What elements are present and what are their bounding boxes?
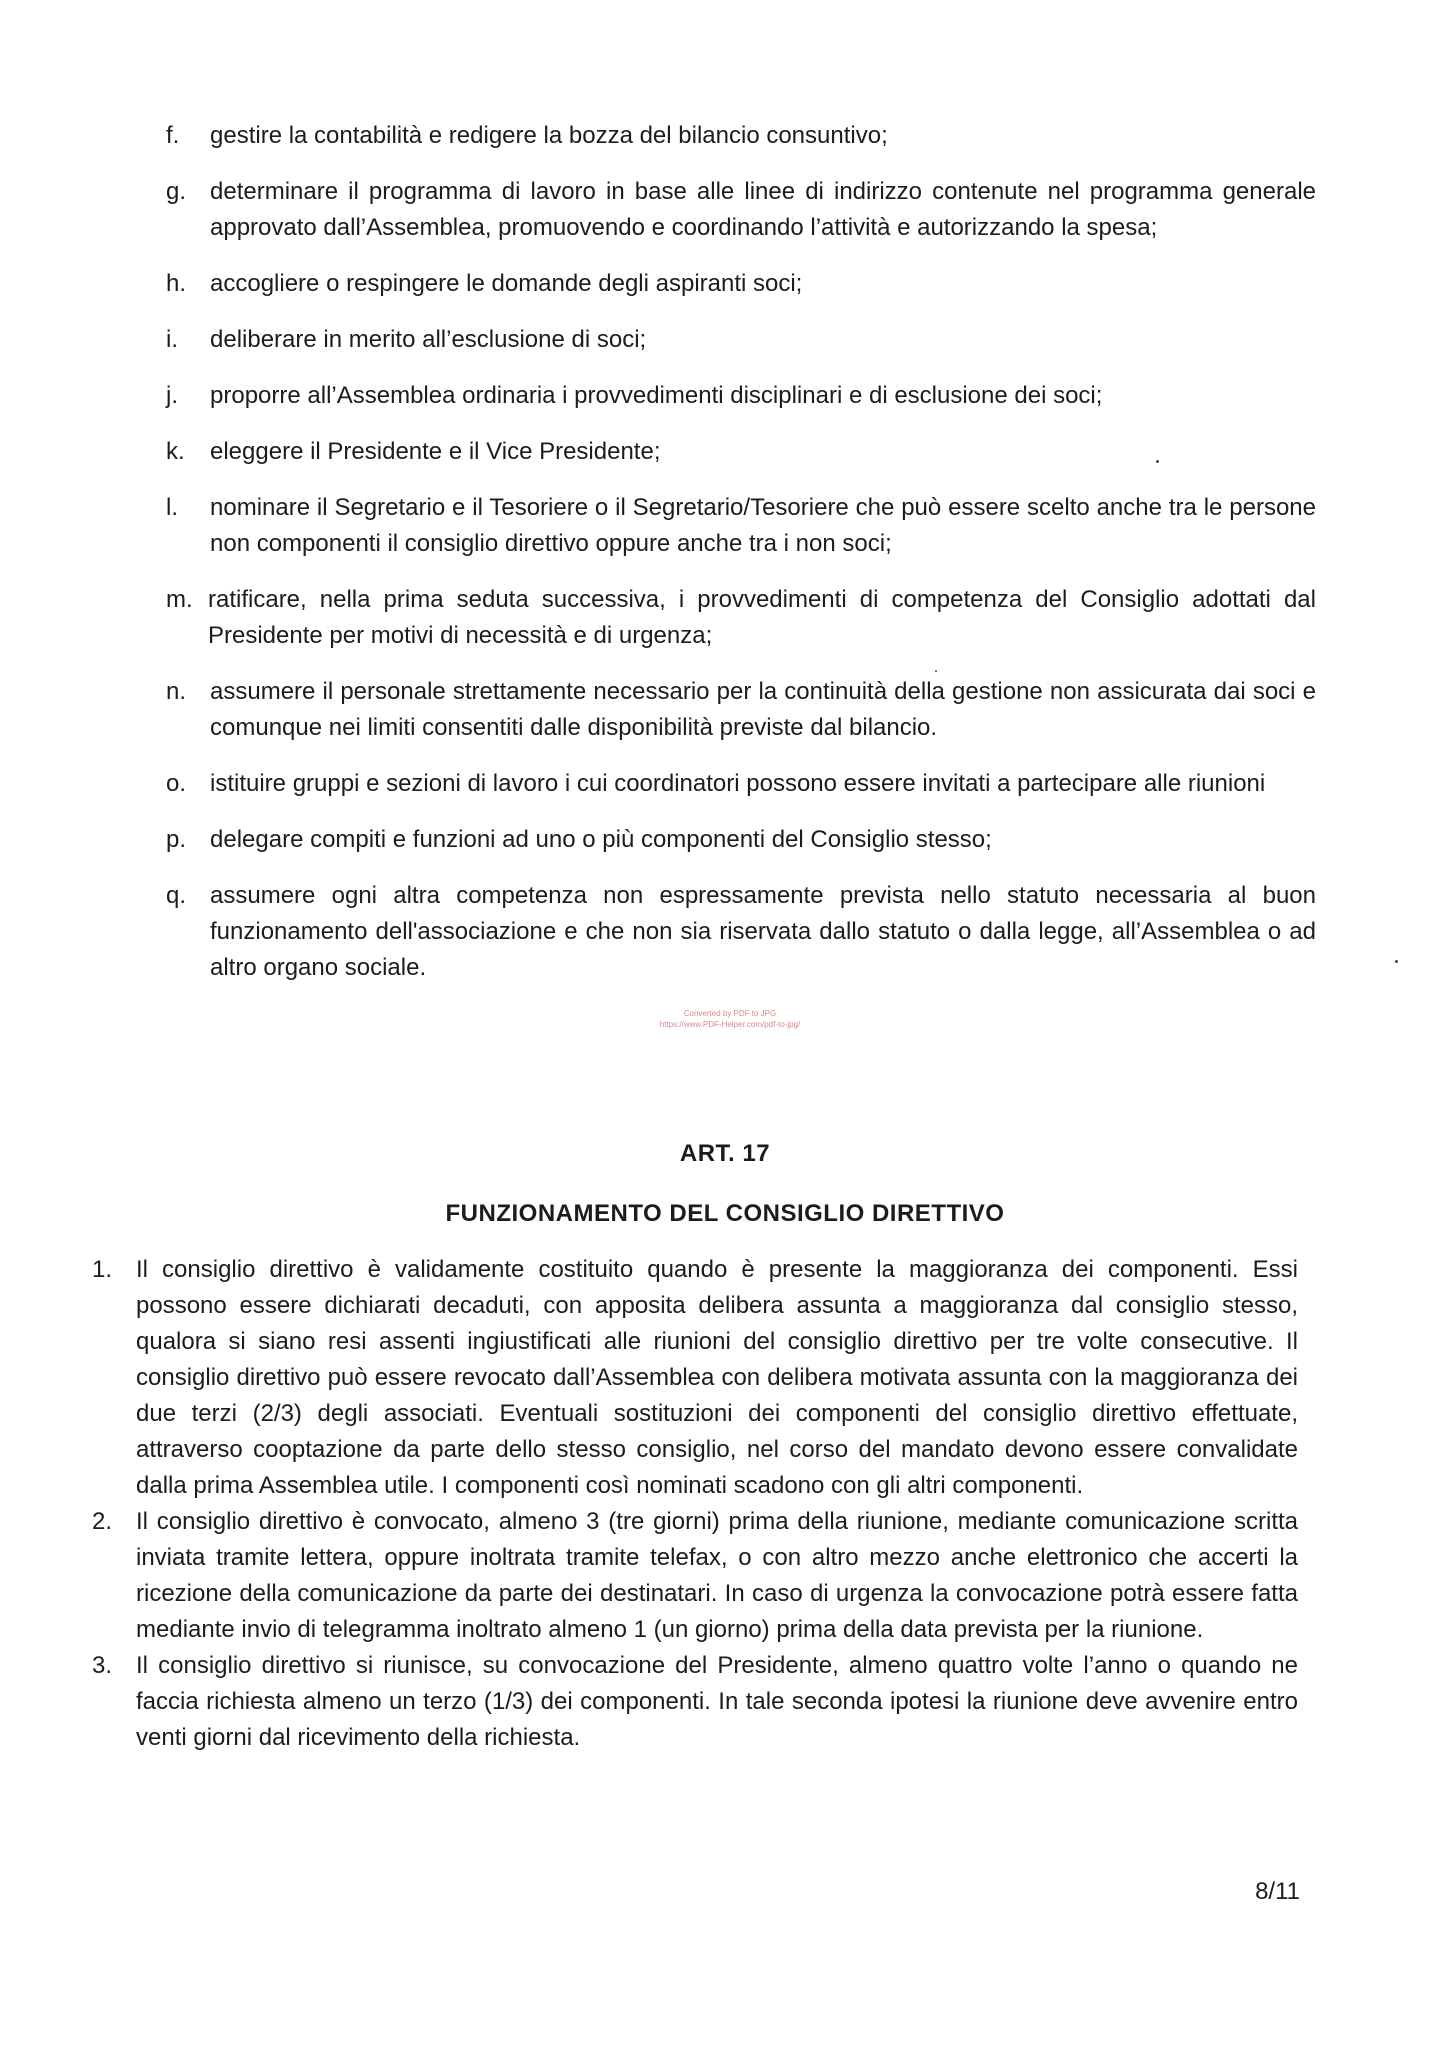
list-item [166, 378, 1316, 414]
list-item-text: assumere ogni altra competenza non espressamente prevista nello statuto necessaria al buon funzionamento dell'associazione e che non sia riservata dallo statuto o dalla legge, all’Assemblea o ad altro organo sociale. [210, 882, 1316, 981]
list-item-text: ratificare, nella prima seduta successiva, i provvedimenti di competenza del Consiglio adottati dal Presidente per motivi di necessità e di urgenza; [208, 586, 1316, 649]
list-item [166, 766, 1316, 802]
list-item-label: o. [166, 770, 187, 797]
list-item-text: nominare il Segretario e il Tesoriere o il Segretario/Tesoriere che può essere scelto anche tra le persone non componenti il consiglio direttivo oppure anche tra i non soci; [210, 494, 1316, 557]
list-item-number: 2. [92, 1508, 113, 1535]
list-item-text: istituire gruppi e sezioni di lavoro i cui coordinatori possono essere invitati a partecipare alle riunioni [210, 770, 1266, 797]
list-item-text: Il consiglio direttivo si riunisce, su convocazione del Presidente, almeno quattro volte l’anno o quando ne faccia richiesta almeno un terzo (1/3) dei componenti. In tale seconda ipotesi la riunione deve avvenire entro venti giorni dal ricevimento della richiesta. [136, 1652, 1298, 1751]
list-item [166, 266, 1316, 302]
list-item [166, 322, 1316, 358]
list-item [166, 822, 1316, 858]
article-number: ART. 17 [679, 1140, 771, 1167]
list-item-text: Il consiglio direttivo è validamente costituito quando è presente la maggioranza dei componenti. Essi possono essere dichiarati decaduti, con apposita delibera assunta a maggioranza dal consiglio stesso, qualora si siano resi assenti ingiustificati alle riunioni del consiglio direttivo per tre volte consecutive. Il consiglio direttivo può essere revocato dall’Assemblea con delibera motivata assunta con la maggioranza dei due terzi (2/3) degli associati. Eventuali sostituzioni dei componenti del consiglio direttivo effettuate, attraverso cooptazione da parte dello stesso consiglio, nel corso del mandato devono essere convalidate dalla prima Assemblea utile. I componenti così nominati scadono con gli altri componenti. [136, 1256, 1298, 1499]
list-item-label: g. [166, 178, 187, 205]
list-item-number: 3. [92, 1652, 113, 1679]
list-item [166, 174, 1316, 246]
list-item-text: eleggere il Presidente e il Vice Presidente; [210, 438, 661, 465]
list-item [166, 674, 1316, 746]
list-item [166, 118, 1316, 154]
list-item [92, 1252, 1298, 1504]
list-item-text: delegare compiti e funzioni ad uno o più componenti del Consiglio stesso; [210, 826, 992, 853]
list-item-text: accogliere o respingere le domande degli aspiranti soci; [210, 270, 803, 297]
scan-speck [1395, 960, 1398, 963]
watermark [640, 1008, 820, 1030]
list-item-label: q. [166, 882, 187, 909]
list-item-label: h. [166, 270, 187, 297]
list-item [166, 582, 1316, 654]
page-number: 8/11 [1255, 1878, 1300, 1905]
list-item [166, 490, 1316, 562]
list-item-text: Il consiglio direttivo è convocato, almeno 3 (tre giorni) prima della riunione, mediante comunicazione scritta inviata tramite lettera, oppure inoltrata tramite telefax, o con altro mezzo anche elettronico che accerti la ricezione della comunicazione da parte dei destinatari. In caso di urgenza la convocazione potrà essere fatta mediante invio di telegramma inoltrato almeno 1 (un giorno) prima della data prevista per la riunione. [136, 1508, 1298, 1643]
list-item-text: assumere il personale strettamente necessario per la continuità della gestione non assicurata dai soci e comunque nei limiti consentiti dalle disponibilità previste dal bilancio. [210, 678, 1316, 741]
article-title: FUNZIONAMENTO DEL CONSIGLIO DIRETTIVO [445, 1200, 1005, 1227]
list-item-text: proporre all’Assemblea ordinaria i provvedimenti disciplinari e di esclusione dei soci; [210, 382, 1103, 409]
list-item-label: i. [166, 326, 178, 353]
list-item-label: p. [166, 826, 187, 853]
watermark-line: Converted by PDF to JPG [683, 1009, 777, 1018]
watermark-line: https://www.PDF-Helper.com/pdf-to-jpg/ [659, 1020, 801, 1029]
list-item-text: deliberare in merito all’esclusione di soci; [210, 326, 647, 353]
list-item-label: n. [166, 678, 187, 705]
list-item [166, 434, 1316, 470]
list-item-text: determinare il programma di lavoro in base alle linee di indirizzo contenute nel programma generale approvato dall’Assemblea, promuovendo e coordinando l’attività e autorizzando la spesa; [210, 178, 1316, 241]
lettered-list [166, 118, 1316, 1006]
list-item-label: l. [166, 494, 178, 521]
list-item [166, 878, 1316, 986]
list-item-number: 1. [92, 1256, 113, 1283]
scan-speck [935, 670, 937, 672]
list-item-label: j. [166, 382, 178, 409]
list-item-label: f. [166, 122, 180, 149]
list-item-label: m. [166, 586, 193, 613]
numbered-list [92, 1252, 1298, 1756]
list-item [92, 1504, 1298, 1648]
list-item [92, 1648, 1298, 1756]
list-item-text: gestire la contabilità e redigere la bozza del bilancio consuntivo; [210, 122, 888, 149]
list-item-label: k. [166, 438, 185, 465]
scan-speck [1156, 460, 1159, 463]
